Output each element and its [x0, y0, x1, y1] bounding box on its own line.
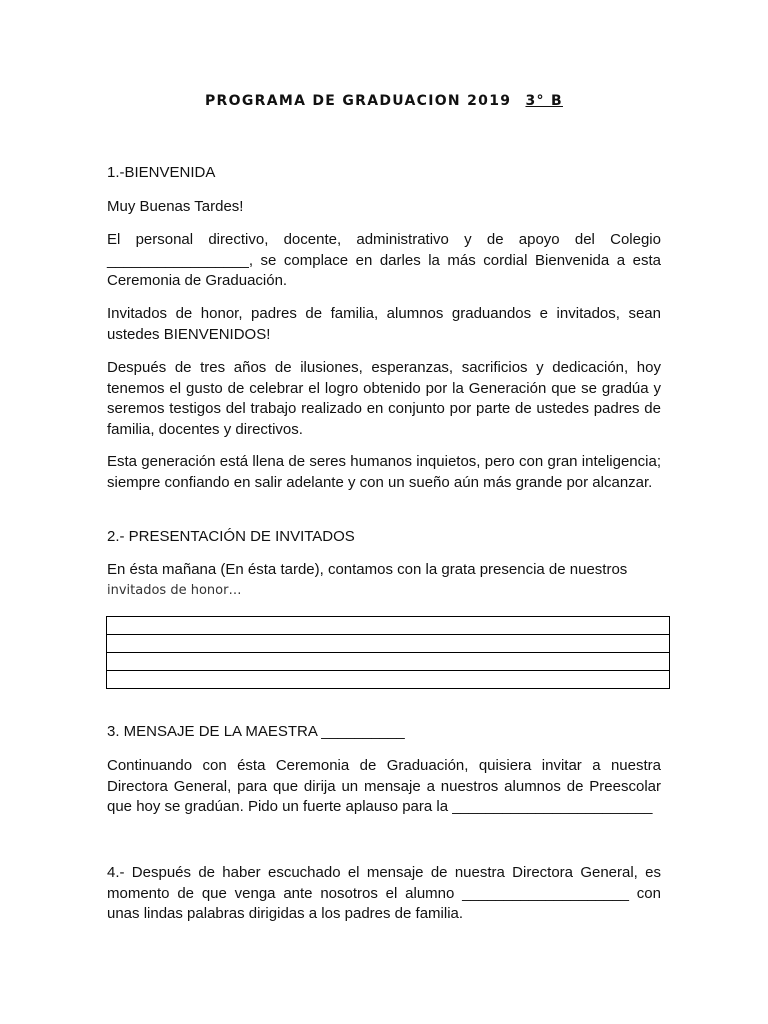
- achievement-paragraph: Después de tres años de ilusiones, esperanzas, sacrificios y dedicación, hoy tenemos el gusto de celebrar el logro obtenido por la Generación que se gradúa y seremos testigos del trabajo realizado en conjunto por parte de ustedes padres de familia, docentes y directivos.: [107, 359, 661, 438]
- table-row: [107, 635, 670, 653]
- table-cell: [107, 671, 670, 689]
- welcome-paragraph: El personal directivo, docente, administrativo y de apoyo del Colegio _________________, se complace en darles la más cordial Bienvenida a esta Ceremonia de Graduación.: [107, 231, 661, 289]
- section-4-paragraph: 4.- Después de haber escuchado el mensaje de nuestra Directora General, es momento de que venga ante nosotros el alumno ____________________ con unas lindas palabras dirigidas a los padres de familia.: [107, 864, 661, 922]
- guests-paragraph: Invitados de honor, padres de familia, alumnos graduandos e invitados, sean ustedes BIENVENIDOS!: [107, 305, 661, 343]
- director-paragraph: Continuando con ésta Ceremonia de Graduación, quisiera invitar a nuestra Directora General, para que dirija un mensaje a nuestros alumnos de Preescolar que hoy se gradúan. Pido un fuerte aplauso para la ________________________: [107, 757, 661, 815]
- table-row: [107, 653, 670, 671]
- section-1-heading: 1.-BIENVENIDA: [107, 164, 216, 181]
- title-group: 3° B: [525, 93, 563, 109]
- section-3-heading: 3. MENSAJE DE LA MAESTRA __________: [107, 723, 405, 740]
- table-row: [107, 617, 670, 635]
- guests-table: [106, 616, 670, 689]
- invitees-line-1: En ésta mañana (En ésta tarde), contamos con la grata presencia de nuestros: [107, 561, 628, 578]
- table-cell: [107, 653, 670, 671]
- table-cell: [107, 617, 670, 635]
- invitees-line-2: invitados de honor…: [107, 582, 242, 598]
- title-main: PROGRAMA DE GRADUACION 2019: [205, 93, 512, 109]
- invitees-paragraph: [107, 560, 661, 601]
- generation-paragraph: Esta generación está llena de seres humanos inquietos, pero con gran inteligencia; siempre confiando en salir adelante y con un sueño aún más grande por alcanzar.: [107, 453, 661, 491]
- section-2-heading: 2.- PRESENTACIÓN DE INVITADOS: [107, 528, 355, 545]
- table-row: [107, 671, 670, 689]
- greeting: Muy Buenas Tardes!: [107, 198, 244, 215]
- table-cell: [107, 635, 670, 653]
- page-title: [0, 93, 768, 109]
